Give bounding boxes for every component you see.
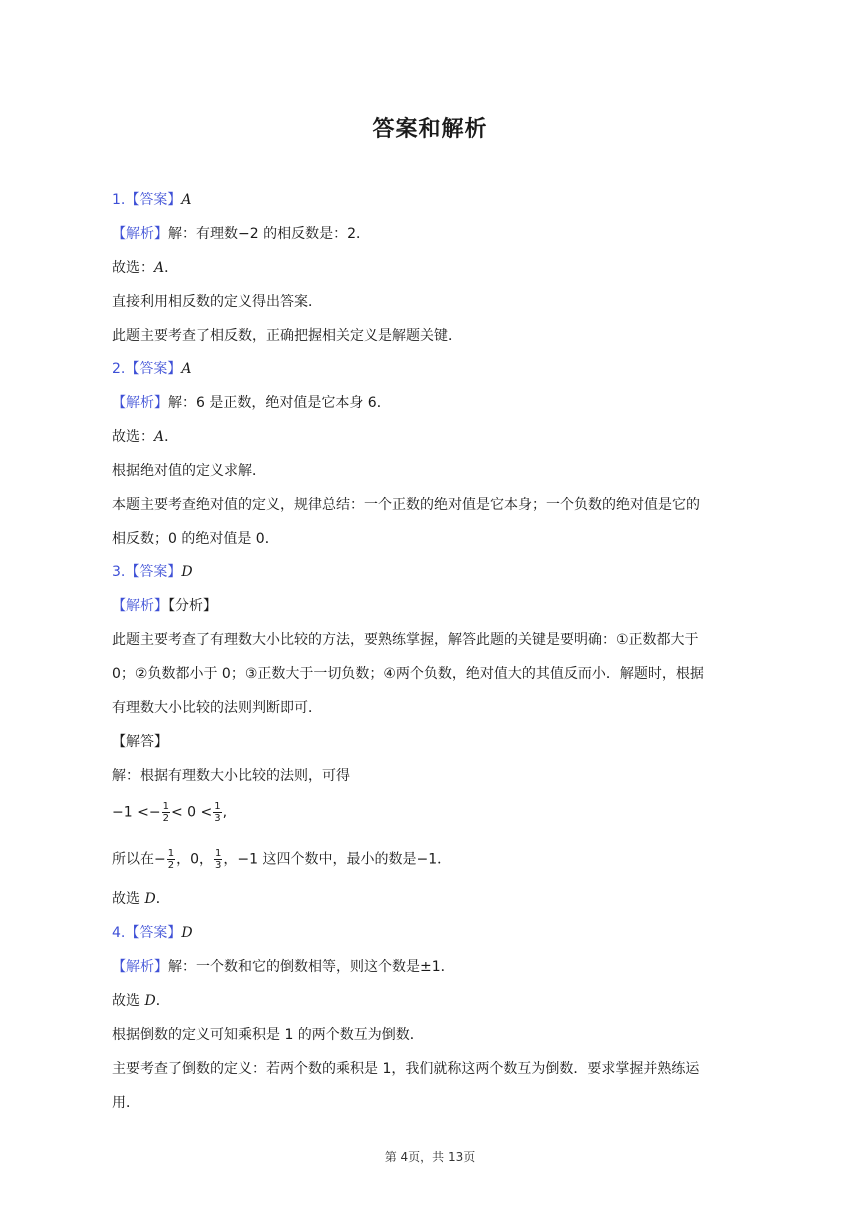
q3-inequality [112,801,227,824]
q1-analysis-line [112,224,370,244]
q4-choice: D [144,993,156,1009]
q1-answer-tag: 【答案】 [125,192,182,208]
q2-answer: A [181,361,192,377]
so-part-c: ，−1 这四个数中，最小的数是−1． [223,851,452,868]
q3-choice-suffix: ． [155,891,170,907]
q2-analysis: 解：6 是正数，绝对值是它本身 6． [168,395,391,411]
q4-choice-suffix: ． [155,993,170,1009]
q1-answer: A [181,192,192,208]
fraction-denominator: 3 [215,860,222,871]
q1-analysis-tag: 【解析】 [112,226,168,242]
q3-jieda-line1: 解：根据有理数大小比较的法则，可得 [112,768,350,784]
q2-answer-line [112,359,191,379]
q2-analysis-line [112,393,391,413]
q4-answer-line [112,923,193,943]
fraction-numerator: 1 [215,848,222,859]
q3-jieda-tag: 【解答】 [112,734,168,750]
q2-comment-line2: 相反数；0 的绝对值是 0． [112,531,279,547]
fraction-one-half [167,848,175,871]
fraction-denominator: 2 [167,860,175,871]
q3-fenxi-line3: 有理数大小比较的法则判断即可． [112,700,322,716]
fraction-denominator: 2 [162,813,169,824]
q4-analysis: 解：一个数和它的倒数相等，则这个数是±1． [168,959,455,975]
q4-analysis-line [112,957,455,977]
q1-choice-suffix: ． [164,260,179,276]
q1-choice-prefix: 故选： [112,260,154,276]
q2-analysis-tag: 【解析】 [112,395,168,411]
fraction-one-third [214,848,222,871]
q4-comment-line2: 用． [112,1095,140,1111]
q3-analysis-tag: 【解析】 [112,598,168,614]
fraction-denominator: 3 [214,813,221,824]
fraction-numerator: 1 [214,801,221,812]
page-title: 答案和解析 [372,117,488,142]
q3-choice-prefix: 故选 [112,891,145,907]
q1-choice: A [154,260,165,276]
q2-number: 2. [112,361,126,377]
q1-choice-line [112,258,178,278]
q1-analysis: 解：有理数−2 的相反数是：2． [168,226,370,242]
ineq-part-b: < 0 < [170,804,213,821]
so-part-a: 所以在− [112,851,166,868]
q2-method: 根据绝对值的定义求解． [112,463,266,479]
q3-answer: D [181,564,193,580]
q3-answer-tag: 【答案】 [125,564,182,580]
q3-fenxi-line2: 0；②负数都小于 0；③正数大于一切负数；④两个负数，绝对值大的其值反而小．解题时，根据 [112,666,704,682]
fraction-numerator: 1 [167,848,175,859]
q4-comment-line1: 主要考查了倒数的定义：若两个数的乘积是 1，我们就称这两个数互为倒数．要求掌握并熟练运 [112,1061,700,1077]
q4-method: 根据倒数的定义可知乘积是 1 的两个数互为倒数． [112,1027,424,1043]
q2-answer-tag: 【答案】 [125,361,182,377]
q2-comment-line1: 本题主要考查绝对值的定义，规律总结：一个正数的绝对值是它本身；一个负数的绝对值是它的 [112,497,700,513]
q3-analysis-line [112,596,217,616]
q1-answer-line [112,190,191,210]
q4-choice-line [112,991,170,1011]
q4-number: 4. [112,925,126,941]
q2-choice-prefix: 故选： [112,429,154,445]
q2-choice-line [112,427,178,447]
fraction-numerator: 1 [162,801,169,812]
q4-answer: D [181,925,193,941]
q3-choice-line [112,889,170,909]
q3-answer-line [112,562,193,582]
q3-conclusion [112,848,451,871]
q3-choice: D [144,891,156,907]
q1-method: 直接利用相反数的定义得出答案． [112,294,322,310]
q4-choice-prefix: 故选 [112,993,145,1009]
q3-analysis-sub: 【分析】 [168,598,217,614]
q1-number: 1. [112,192,126,208]
q4-answer-tag: 【答案】 [125,925,182,941]
q2-choice: A [154,429,165,445]
ineq-part-a: −1 <− [112,804,161,821]
q3-number: 3. [112,564,126,580]
q4-analysis-tag: 【解析】 [112,959,168,975]
page-footer: 第 4页，共 13页 [384,1150,476,1164]
q2-choice-suffix: ． [164,429,179,445]
ineq-end: , [222,804,228,821]
q3-fenxi-line1: 此题主要考查了有理数大小比较的方法，要熟练掌握，解答此题的关键是要明确：①正数都大于 [112,632,699,648]
q1-comment: 此题主要考查了相反数，正确把握相关定义是解题关键． [112,328,462,344]
fraction-one-third [213,801,221,824]
so-part-b: ，0， [176,851,214,868]
fraction-one-half [162,801,170,824]
